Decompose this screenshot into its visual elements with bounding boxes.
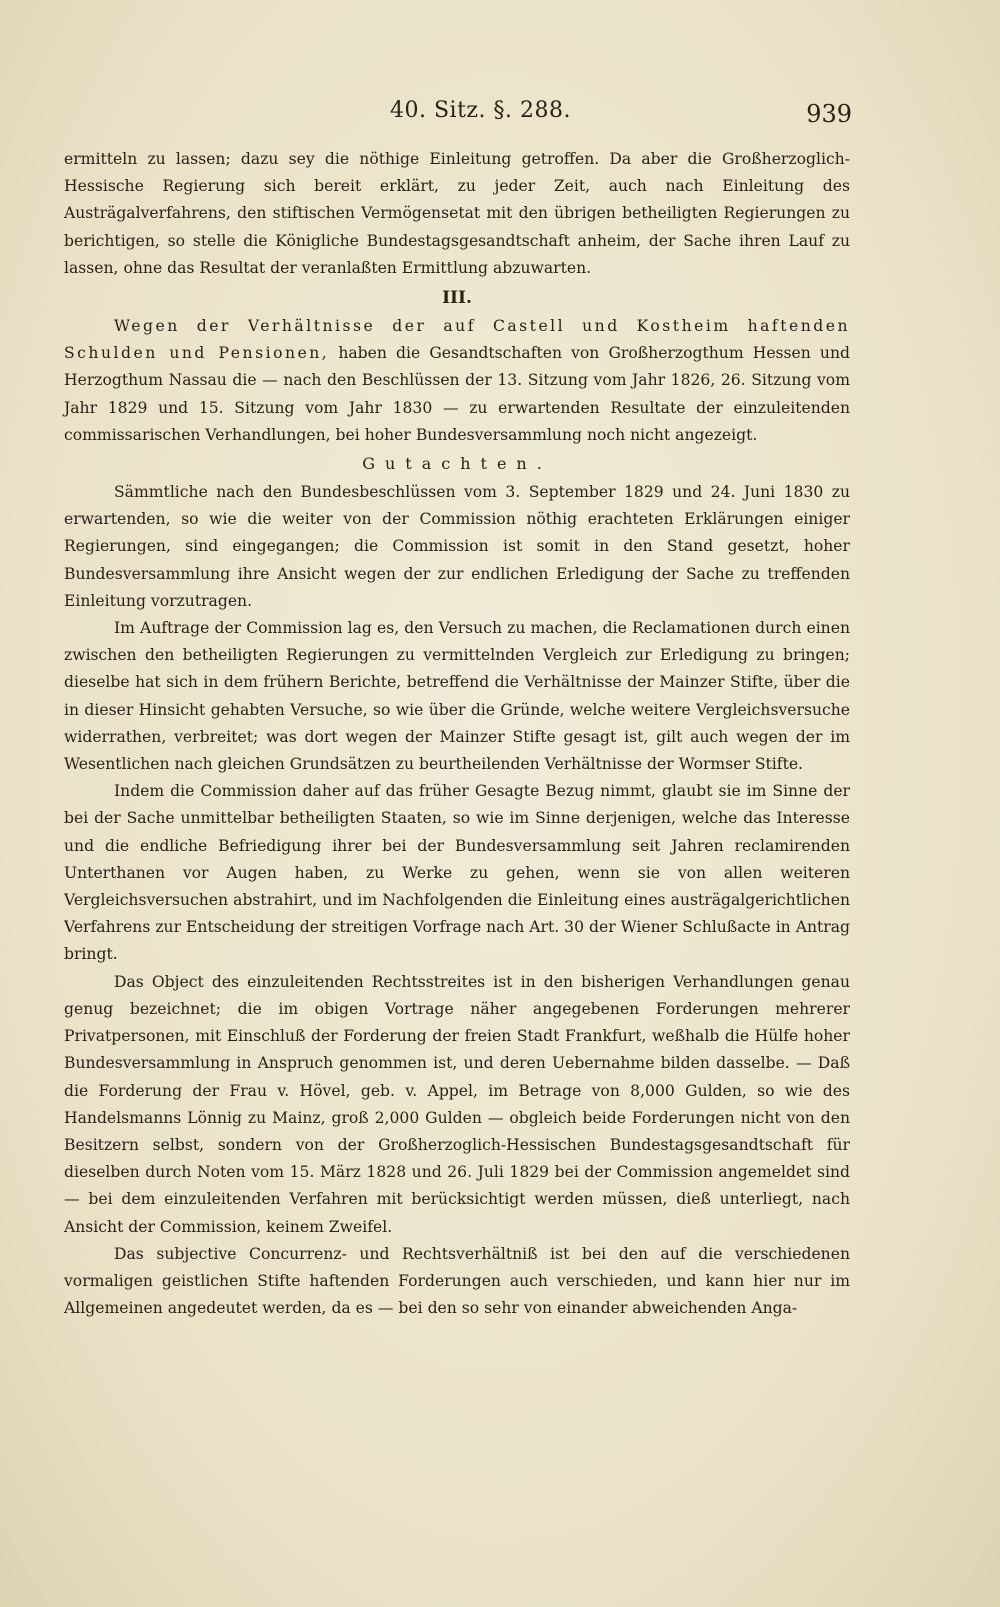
page-number: 939 [806,100,852,128]
paragraph-1: ermitteln zu lassen; dazu sey die nöthige Einleitung getroffen. Da aber die Großherzoglich-Hessische Regierung sich bereit erklärt, zu jeder Zeit, auch nach Einleitung des Austrägalverfahrens, den stiftischen Vermögensetat mit den übrigen betheiligten Regierungen zu berichtigen, so stelle die Königliche Bundestagsgesandtschaft anheim, der Sache ihren Lauf zu lassen, ohne das Resultat der veranlaßten Ermittlung abzuwarten. [64,150,850,277]
paragraph-7: Das subjective Concurrenz- und Rechtsverhältniß ist bei den auf die verschiedenen vormaligen geistlichen Stifte haftenden Forderungen auch verschieden, und kann hier nur im Allgemeinen angedeutet werden, da es — bei den so sehr von einander abweichenden Anga- [64,1244,850,1318]
paragraph-5: Indem die Commission daher auf das früher Gesagte Bezug nimmt, glaubt sie im Sinne der bei der Sache unmittelbar betheiligten Staaten, so wie im Sinne derjenigen, welche das Interesse und die endliche Befriedigung ihrer bei der Bundesversammlung seit Jahren reclamirenden Unterthanen vor Augen haben, zu Werke zu gehen, wenn sie von allen weiteren Vergleichsversuchen abstrahirt, und im Nachfolgenden die Einleitung eines austrägalgerichtlichen Verfahrens zur Entscheidung der streitigen Vorfrage nach Art. 30 der Wiener Schlußacte in Antrag bringt. [64,782,850,964]
paragraph-6: Das Object des einzuleitenden Rechtsstreites ist in den bisherigen Verhandlungen genau genug bezeichnet; die im obigen Vortrage näher angegebenen Forderungen mehrerer Privatpersonen, mit Einschluß der Forderung der freien Stadt Frankfurt, weßhalb die Hülfe hoher Bundesversammlung in Anspruch genommen ist, und deren Uebernahme bilden dasselbe. — Daß die Forderung der Frau v. Hövel, geb. v. Appel, im Betrage von 8,000 Gulden, so wie des Handelsmanns Lönnig zu Mainz, groß 2,000 Gulden — obgleich beide Forderungen nicht von den Besitzern selbst, sondern von der Großherzoglich-Hessischen Bundestagsgesandtschaft für dieselben durch Noten vom 15. März 1828 und 26. Juli 1829 bei der Commission angemeldet sind — bei dem einzuleitenden Verfahren mit berücksichtigt werden müssen, dieß unterliegt, nach Ansicht der Commission, keinem Zweifel. [64,972,850,1236]
section-number: III. [442,288,472,309]
page-header [60,92,852,132]
running-head: 40. Sitz. §. 288. [390,98,571,123]
paragraph-4: Im Auftrage der Commission lag es, den Versuch zu machen, die Reclamationen durch einen zwischen den betheiligten Regierungen zu vermittelnden Vergleich zur Erledigung zu bringen; dieselbe hat sich in dem frühern Berichte, betreffend die Verhältnisse der Mainzer Stifte, über die in dieser Hinsicht gehabten Versuche, so wie über die Gründe, welche weitere Vergleichsversuche widerrathen, verbreitet; was dort wegen der Mainzer Stifte gesagt ist, gilt auch wegen der im Wesentlichen nach gleichen Grundsätzen zu beurtheilenden Verhältnisse der Wormser Stifte. [64,619,850,774]
paragraph-3: Sämmtliche nach den Bundesbeschlüssen vom 3. September 1829 und 24. Juni 1830 zu erwartenden, so wie die weiter von der Commission nöthig erachteten Erklärungen einiger Regierungen, sind eingegangen; die Commission ist somit in den Stand gesetzt, hoher Bundesversammlung ihre Ansicht wegen der zur endlichen Erledigung der Sache zu treffenden Einleitung vorzutragen. [64,483,850,610]
paragraph-2 [64,313,850,449]
gutachten-heading: Gutachten. [362,454,552,474]
paragraph-2-lead: Wegen der Verhältnisse der auf Castell und Kostheim haftenden Schulden und Pensionen, [64,317,850,363]
paragraph-2-rest: haben die Gesandtschaften von Großherzogthum Hessen und Herzogthum Nassau die — nach den Beschlüssen der 13. Sitzung vom Jahr 1826, 26. Sitzung vom Jahr 1829 und 15. Sitzung vom Jahr 1830 — zu erwartenden Resultate der einzuleitenden commissarischen Verhandlungen, bei hoher Bundesversammlung noch nicht angezeigt. [64,344,850,444]
body-text [64,146,850,1322]
